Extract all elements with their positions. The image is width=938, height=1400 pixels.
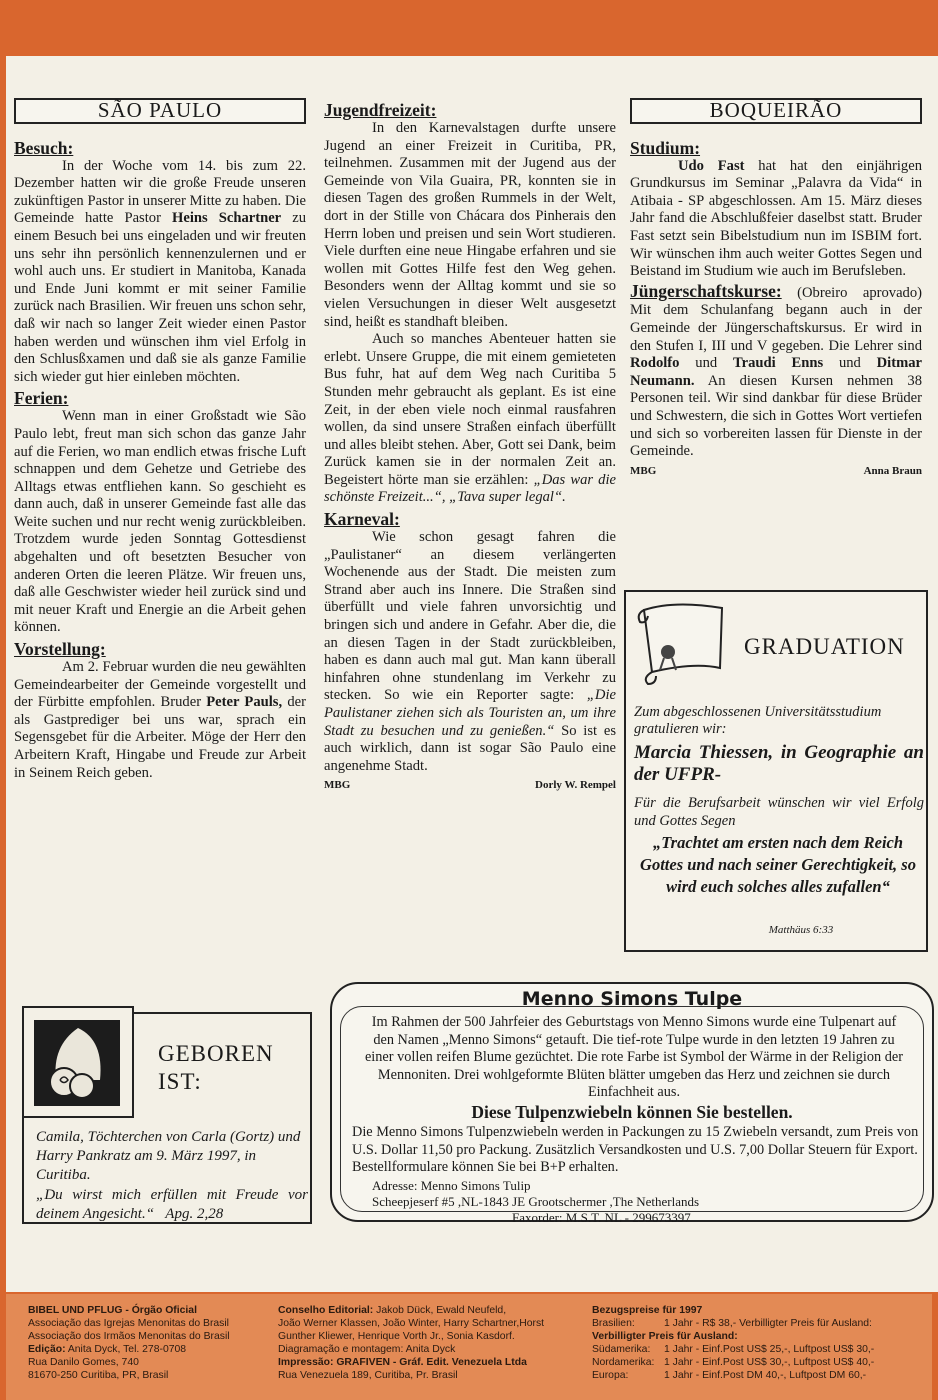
footer-council: Conselho Editorial: Jakob Dück, Ewald Neufeld, — [278, 1305, 507, 1316]
footer-assoc-2: Associação dos Irmãos Menonitas do Brasil — [28, 1331, 230, 1343]
graduation-title: GRADUATION — [744, 634, 905, 659]
masthead-footer — [6, 1294, 932, 1400]
footer-publication-title: BIBEL UND PFLUG - Órgão Oficial — [28, 1305, 197, 1316]
footer-city: 81670-250 Curitiba, PR, Brasil — [28, 1370, 169, 1382]
column-boqueirao — [630, 98, 922, 480]
tulpe-address-line-1: Adresse: Menno Simons Tulip — [372, 1178, 531, 1193]
section-title-sao-paulo: SÃO PAULO — [14, 98, 306, 124]
footer-council-2: João Werner Klassen, João Winter, Harry Schartner,Horst — [278, 1318, 545, 1330]
footer-prices-subtitle: Verbilligter Preis für Ausland: — [592, 1331, 738, 1343]
tulpe-title: Menno Simons Tulpe — [521, 988, 743, 1010]
tulpe-box — [330, 982, 934, 1225]
footer-council-3: Gunther Kliewer, Henrique Vorth Jr., Sonia Kasdorf. — [278, 1331, 515, 1343]
heading-jugendfreizeit: Jugendfreizeit: — [324, 100, 437, 120]
article-studium: Udo Fast hat hat den einjährigen Grundkursus im Seminar „Palavra da Vida“ in Atibaia - SP abgeschlossen. Am 15. März dieses Jahr fand die Abschlußfeier daselbst statt. Bruder Fast setzt sein Bibelstudium nun im ISBIM fort. Wir wünschen ihm auch weiter Gottes Segen und Beistand im Studium wie auch im Berufsleben. — [630, 157, 923, 280]
cradle-icon — [34, 1020, 120, 1106]
graduation-name: Marcia Thiessen, in Geographie an der UFPR- — [634, 742, 924, 785]
geboren-frame-left — [22, 1118, 24, 1222]
article-kurse: Jüngerschaftskurse: (Obreiro aprovado) Mit dem Schulanfang begann auch in der Gemeinde der Jüngerschaftskursus. Er wird in den Stufen I, III und V gegeben. Die Lehrer sind Rodolfo und Traudi Enns und Ditmar Neumann. An diesen Kursen nehmen 38 Personen teil. Wir sind dankbar für diese Brüder und Schwestern, die sich in Gottes Wort vertiefen und sich so vorbereiten lassen für Dienste in der Gemeinde. — [630, 280, 923, 460]
graduation-wish: Für die Berufsarbeit wünschen wir viel Erfolg und Gottes Segen — [634, 795, 924, 829]
diploma-scroll-icon — [634, 598, 734, 686]
heading-besuch: Besuch: — [14, 137, 74, 158]
tulpe-address-line-2: Scheepjeserf #5 ,NL-1843 JE Grootschermer ,The Netherlands — [372, 1194, 700, 1209]
price-row: Nordamerika: 1 Jahr - Einf.Post US$ 30,-, Luftpost US$ 40,- — [592, 1357, 875, 1369]
heading-ferien: Ferien: — [14, 388, 69, 409]
section-title-boqueirao: BOQUEIRÃO — [630, 98, 922, 124]
footer-assoc-1: Associação das Igrejas Menonitas do Brasil — [28, 1318, 229, 1330]
column-sao-paulo — [14, 98, 306, 782]
geboren-text: Camila, Töchterchen von Carla (Gortz) und Harry Pankratz am 9. März 1997, in Curitiba. — [36, 1129, 301, 1183]
signature-middle: MBG Dorly W. Rempel — [324, 779, 616, 792]
geboren-ref: Apg. 2,28 — [165, 1206, 224, 1222]
heading-vorstellung: Vorstellung: — [14, 639, 106, 660]
heading-studium: Studium: — [630, 137, 701, 158]
article-karneval: Wie schon gesagt fahren die „Paulistaner“ an diesem verlängerten Wochenende aus der Stadt. Die meisten zum Strand aber auch ins Innere. Die Straßen sind überfüllt und viele fahren unvorsichtig und bringen sich und andere in Gefahr. Aber die, die an diesen Tagen in der Stadt zurückbleiben, haben es dann auch mal gut. Man kann überall hinfahren ohne stundenlang im Verkehr zu stecken. So wie ein Reporter sagte: „Die Paulistaner ziehen sich als Touristen an, um ihre Stadt zu besuchen und zu genießen.“ So ist es auch wirklich, dann ist sogar São Paulo eine angenehme Stadt. — [324, 529, 617, 774]
footer-prices — [592, 1304, 928, 1383]
footer-publisher — [28, 1304, 268, 1383]
footer-editorial — [278, 1304, 588, 1383]
article-jugendfreizeit-1: In den Karnevalstagen durfte unsere Jugend an einer Freizeit in Curitiba, PR, teilnehmen. Zusammen mit der Jugend aus der Gemeinde von Vila Guaira, PR, konnten sie in diesen Tagen des großen Rummels in der Welt, dort in der Stille von Chácara dos Pinherais den Herrn loben und preisen und sein Wort studieren. Viele durften eine neue Hingabe erfahren und sie wollen mit Gottes Hilfe fest den Weg gehen. Besonders wenn der Alltag kommt und sie so vielen Versuchungen in dieser Welt ausgesetzt sind, heißt es standhaft bleiben. — [324, 120, 616, 330]
article-besuch: In der Woche vom 14. bis zum 22. Dezember hatten wir die große Freude unseren zukünftigen Pastor in unserer Mitte zu haben. Die Gemeinde hatte Pastor Heins Schartner zu einem Besuch bei uns eingeladen und wir freuten uns sehr ihn persönlich kennenzulernen und er wohl auch uns. Er studiert in Manitoba, Kanada und Ende Juni kommt er mit seiner Familie zurück nach Brasilien. Wir freuen uns schon sehr, daß wir nach so langer Zeit wieder einen Pastor haben werden und wünschen ihm viel Erfolg in den Schlusßxamen und daß sie als ganze Familie sich wieder gut hier einleben möchten. — [14, 157, 306, 385]
price-row: Europa: 1 Jahr - Einf.Post DM 40,-, Luftpost DM 60,- — [592, 1370, 867, 1382]
footer-printer-address: Rua Venezuela 189, Curitiba, Pr. Brasil — [278, 1370, 458, 1382]
heading-karneval: Karneval: — [324, 509, 400, 530]
footer-edition: Edição: Anita Dyck, Tel. 278-0708 — [28, 1344, 187, 1356]
footer-printing: Impressão: GRAFIVEN - Gráf. Edit. Venezuela Ltda — [278, 1357, 527, 1369]
article-vorstellung: Am 2. Februar wurden die neu gewählten Gemeindearbeiter der Gemeinde vorgestellt und der Fürbitte empfohlen. Bruder Peter Pauls, der als Gastprediger bei uns war, sprach ein Segensgebet für die Arbeiter. Möge der Herr den Arbeitern Kraft, Hingabe und Freude zur Arbeit in Seinem Reich geben. — [14, 659, 306, 781]
footer-street: Rua Danilo Gomes, 740 — [28, 1357, 139, 1369]
price-row: Südamerika: 1 Jahr - Einf.Post US$ 25,-, Luftpost US$ 30,- — [592, 1344, 875, 1356]
graduation-verse-ref: Matthäus 6:33 — [768, 924, 834, 936]
article-ferien: Wenn man in einer Großstadt wie São Paulo lebt, freut man sich schon das ganze Jahr auf die Ferien, wo man endlich etwas frische Luft schnappen und dem Gehetze und Getriebe des Alltags etwas entfliehen kann. So geschieht es dann auch, daß in unserer Gemeinde fast alle das Weite suchen und nur recht wenig zurückbleiben. Trotzdem wurde jeden Sonntag Gottesdienst abgehalten und oft besetzten Besucher von anderen Orten die leeren Plätze. Wir freuen uns, daß alle Geschwister wieder heil zurück sind und mit neuer Kraft und Energie an die Arbeit gehen können. — [14, 408, 306, 636]
newsletter-page — [6, 56, 938, 1292]
tulpe-subtitle: Diese Tulpenzwiebeln können Sie bestellen. — [471, 1102, 793, 1122]
graduation-congrats: Zum abgeschlossenen Universitätsstudium gratulieren wir: — [634, 704, 882, 737]
graduation-box — [624, 590, 928, 952]
geboren-frame-line — [134, 1012, 312, 1014]
footer-layout: Diagramação e montagem: Anita Dyck — [278, 1344, 456, 1356]
tulpe-order-info: Die Menno Simons Tulpenzwiebeln werden in Packungen zu 15 Zwiebeln versandt, zum Preis von U.S. Dollar 11,50 pro Packung. Zusätzlich Versandkosten und U.S. 7,00 Dollar Steuern für Export. Bestellformulare können Sie bei B+P erhalten. — [352, 1124, 919, 1175]
geboren-title: GEBOREN IST: — [158, 1041, 274, 1094]
geboren-box — [22, 1006, 312, 1230]
footer-price-table — [592, 1317, 878, 1382]
geboren-quote: „Du wirst mich erfüllen mit Freude vor deinem Angesicht.“ Apg. 2,28 — [36, 1187, 308, 1222]
article-jugendfreizeit-2: Auch so manches Abenteuer hatten sie erlebt. Unsere Gruppe, die mit einem gemieteten Bus fuhr, hat auf dem Weg nach Curitiba 5 Stunden mehr gebraucht als geplant. Es ist eine Zeit, in der eben viele noch einmal rausfahren wollen, da sind unsere Straßen einfach überfüllt und alles bleibt stehen. Aber, Gott sei Dank, beim Zurück kamen sie in der normalen Zeit an. Begeistert hörte man sie erzählen: „Das war die schönste Freizeit...“, „Tava super legal“. — [324, 331, 616, 506]
geboren-frame-right — [310, 1012, 312, 1222]
tulpe-fax: Faxorder: M.S.T. NL - 299673397 — [512, 1210, 691, 1225]
column-middle — [324, 98, 616, 795]
footer-prices-title: Bezugspreise für 1997 — [592, 1305, 703, 1316]
tulpe-address — [372, 1178, 892, 1226]
signature-right: MBG Anna Braun — [630, 464, 922, 477]
graduation-verse: „Trachtet am ersten nach dem Reich Gottes und nach seiner Gerechtigkeit, so wird euch solches alles zufallen“ — [640, 833, 916, 896]
price-row-brazil: Brasilien: 1 Jahr - R$ 38,- Verbilligter Preis für Ausland: — [592, 1318, 872, 1330]
tulpe-intro: Im Rahmen der 500 Jahrfeier des Geburtstags von Menno Simons wurde eine Tulpenart auf den Namen „Menno Simons“ getauft. Die tief-rote Tulpe wurde in den letzten 19 Jahren zu einer vollen reifen Blume gezüchtet. Die rote Farbe ist Symbol der Wärme in der Religion der Mennoniten. Drei wohlgeformte Blüten blätter umgeben das Herz und zeichnen sie durch Einfachheit aus. — [364, 1014, 904, 1100]
